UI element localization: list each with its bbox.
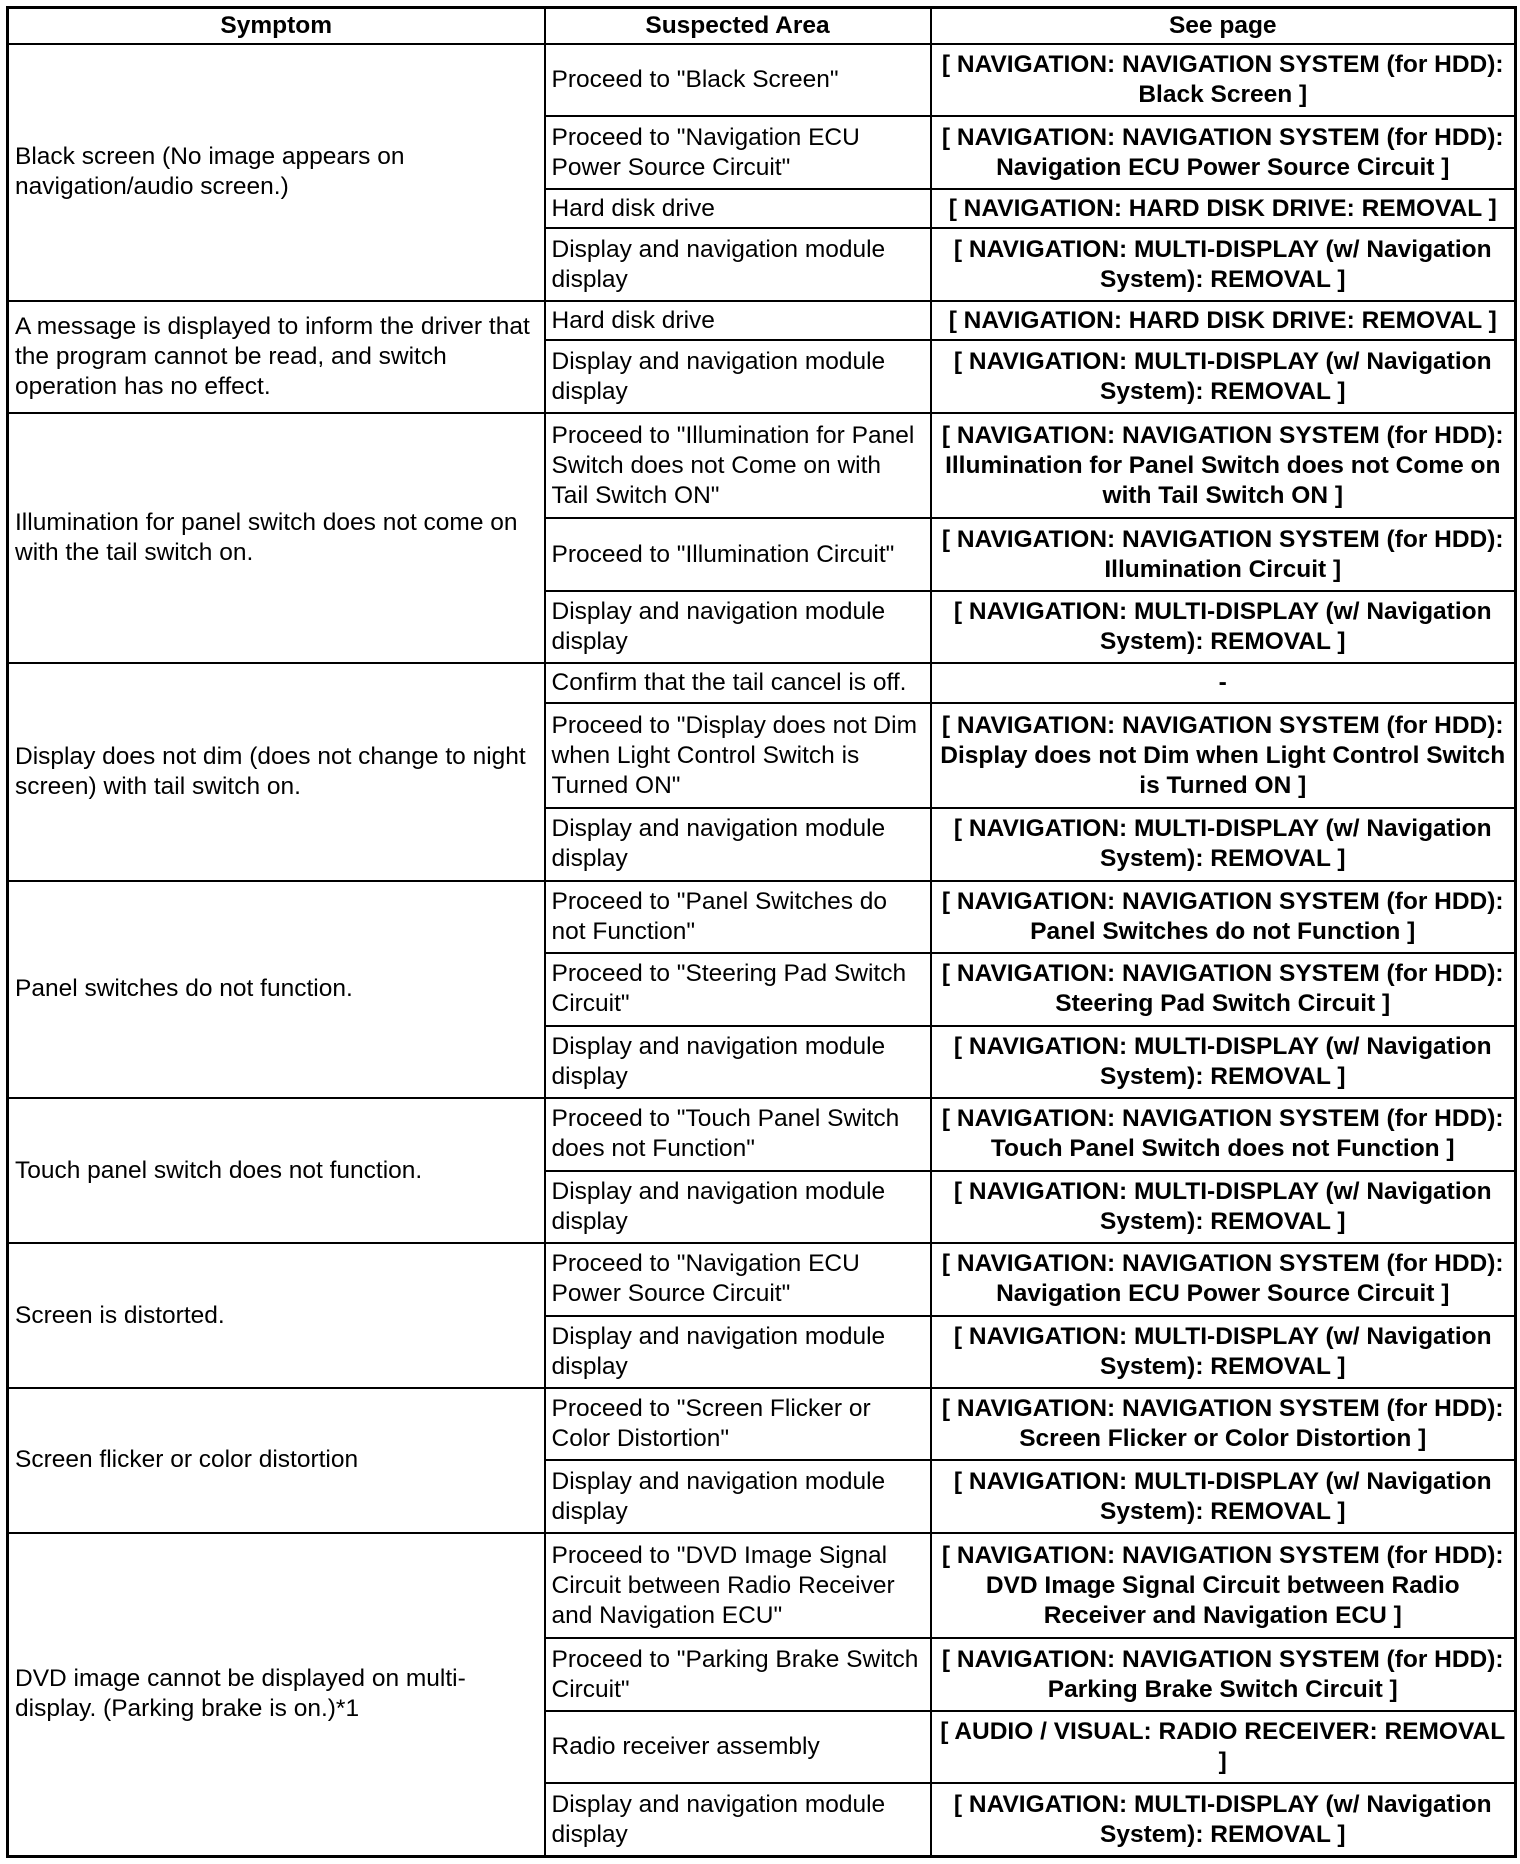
see-page-cell: [ NAVIGATION: MULTI-DISPLAY (w/ Navigation System): REMOVAL ]: [931, 340, 1516, 412]
symptom-cell: Screen is distorted.: [8, 1243, 545, 1388]
suspected-area-cell: Confirm that the tail cancel is off.: [545, 663, 931, 703]
header-row: [8, 8, 1516, 45]
see-page-cell: [ AUDIO / VISUAL: RADIO RECEIVER: REMOVAL ]: [931, 1711, 1516, 1783]
header-see-page: See page: [931, 8, 1516, 45]
see-page-cell: [ NAVIGATION: NAVIGATION SYSTEM (for HDD): Illumination Circuit ]: [931, 518, 1516, 590]
symptom-cell: Illumination for panel switch does not come on with the tail switch on.: [8, 413, 545, 663]
table-row: [8, 881, 1516, 953]
header-symptom: Symptom: [8, 8, 545, 45]
see-page-cell: [ NAVIGATION: NAVIGATION SYSTEM (for HDD): Parking Brake Switch Circuit ]: [931, 1638, 1516, 1710]
see-page-cell: [ NAVIGATION: HARD DISK DRIVE: REMOVAL ]: [931, 301, 1516, 341]
see-page-cell: [ NAVIGATION: NAVIGATION SYSTEM (for HDD): Screen Flicker or Color Distortion ]: [931, 1388, 1516, 1460]
see-page-cell: [ NAVIGATION: NAVIGATION SYSTEM (for HDD): Touch Panel Switch does not Function ]: [931, 1098, 1516, 1170]
suspected-area-cell: Display and navigation module display: [545, 1460, 931, 1532]
see-page-cell: [ NAVIGATION: NAVIGATION SYSTEM (for HDD): Black Screen ]: [931, 44, 1516, 116]
suspected-area-cell: Hard disk drive: [545, 189, 931, 229]
suspected-area-cell: Display and navigation module display: [545, 808, 931, 880]
symptom-cell: Screen flicker or color distortion: [8, 1388, 545, 1533]
symptom-cell: A message is displayed to inform the driver that the program cannot be read, and switch operation has no effect.: [8, 301, 545, 413]
symptom-cell: DVD image cannot be displayed on multi-display. (Parking brake is on.)*1: [8, 1533, 545, 1857]
suspected-area-cell: Display and navigation module display: [545, 1171, 931, 1243]
suspected-area-cell: Display and navigation module display: [545, 340, 931, 412]
see-page-cell: [ NAVIGATION: MULTI-DISPLAY (w/ Navigation System): REMOVAL ]: [931, 591, 1516, 663]
symptom-cell: Black screen (No image appears on navigation/audio screen.): [8, 44, 545, 301]
symptom-cell: Panel switches do not function.: [8, 881, 545, 1098]
table-row: [8, 301, 1516, 341]
suspected-area-cell: Display and navigation module display: [545, 1026, 931, 1098]
suspected-area-cell: Radio receiver assembly: [545, 1711, 931, 1783]
table-row: [8, 413, 1516, 518]
see-page-cell: [ NAVIGATION: MULTI-DISPLAY (w/ Navigation System): REMOVAL ]: [931, 1026, 1516, 1098]
table-header: [8, 8, 1516, 45]
suspected-area-cell: Proceed to "Touch Panel Switch does not Function": [545, 1098, 931, 1170]
suspected-area-cell: Hard disk drive: [545, 301, 931, 341]
see-page-cell: [ NAVIGATION: MULTI-DISPLAY (w/ Navigation System): REMOVAL ]: [931, 1171, 1516, 1243]
suspected-area-cell: Display and navigation module display: [545, 591, 931, 663]
suspected-area-cell: Proceed to "DVD Image Signal Circuit between Radio Receiver and Navigation ECU": [545, 1533, 931, 1638]
header-suspected-area: Suspected Area: [545, 8, 931, 45]
suspected-area-cell: Proceed to "Steering Pad Switch Circuit": [545, 953, 931, 1025]
see-page-cell: [ NAVIGATION: NAVIGATION SYSTEM (for HDD): Illumination for Panel Switch does not Come on with Tail Switch ON ]: [931, 413, 1516, 518]
table-body: [8, 44, 1516, 1857]
suspected-area-cell: Proceed to "Navigation ECU Power Source Circuit": [545, 116, 931, 188]
see-page-cell: [ NAVIGATION: NAVIGATION SYSTEM (for HDD): Navigation ECU Power Source Circuit ]: [931, 1243, 1516, 1315]
suspected-area-cell: Proceed to "Illumination Circuit": [545, 518, 931, 590]
table-row: [8, 1098, 1516, 1170]
see-page-cell: [ NAVIGATION: NAVIGATION SYSTEM (for HDD): Navigation ECU Power Source Circuit ]: [931, 116, 1516, 188]
symptom-table: [6, 6, 1517, 1858]
see-page-cell: [ NAVIGATION: NAVIGATION SYSTEM (for HDD): Display does not Dim when Light Control Switch is Turned ON ]: [931, 703, 1516, 808]
suspected-area-cell: Proceed to "Parking Brake Switch Circuit": [545, 1638, 931, 1710]
suspected-area-cell: Proceed to "Display does not Dim when Light Control Switch is Turned ON": [545, 703, 931, 808]
symptom-cell: Touch panel switch does not function.: [8, 1098, 545, 1243]
see-page-cell: [ NAVIGATION: MULTI-DISPLAY (w/ Navigation System): REMOVAL ]: [931, 808, 1516, 880]
symptom-cell: Display does not dim (does not change to night screen) with tail switch on.: [8, 663, 545, 880]
suspected-area-cell: Proceed to "Panel Switches do not Function": [545, 881, 931, 953]
suspected-area-cell: Proceed to "Illumination for Panel Switch does not Come on with Tail Switch ON": [545, 413, 931, 518]
see-page-cell: [ NAVIGATION: MULTI-DISPLAY (w/ Navigation System): REMOVAL ]: [931, 228, 1516, 300]
table-row: [8, 1388, 1516, 1460]
see-page-cell: -: [931, 663, 1516, 703]
table-row: [8, 44, 1516, 116]
see-page-cell: [ NAVIGATION: MULTI-DISPLAY (w/ Navigation System): REMOVAL ]: [931, 1460, 1516, 1532]
see-page-cell: [ NAVIGATION: NAVIGATION SYSTEM (for HDD): Steering Pad Switch Circuit ]: [931, 953, 1516, 1025]
see-page-cell: [ NAVIGATION: MULTI-DISPLAY (w/ Navigation System): REMOVAL ]: [931, 1783, 1516, 1856]
see-page-cell: [ NAVIGATION: MULTI-DISPLAY (w/ Navigation System): REMOVAL ]: [931, 1316, 1516, 1388]
suspected-area-cell: Proceed to "Navigation ECU Power Source Circuit": [545, 1243, 931, 1315]
see-page-cell: [ NAVIGATION: HARD DISK DRIVE: REMOVAL ]: [931, 189, 1516, 229]
suspected-area-cell: Display and navigation module display: [545, 228, 931, 300]
suspected-area-cell: Proceed to "Screen Flicker or Color Distortion": [545, 1388, 931, 1460]
suspected-area-cell: Display and navigation module display: [545, 1783, 931, 1856]
suspected-area-cell: Proceed to "Black Screen": [545, 44, 931, 116]
suspected-area-cell: Display and navigation module display: [545, 1316, 931, 1388]
see-page-cell: [ NAVIGATION: NAVIGATION SYSTEM (for HDD): DVD Image Signal Circuit between Radio Receiver and Navigation ECU ]: [931, 1533, 1516, 1638]
table-row: [8, 1243, 1516, 1315]
see-page-cell: [ NAVIGATION: NAVIGATION SYSTEM (for HDD): Panel Switches do not Function ]: [931, 881, 1516, 953]
table-row: [8, 1533, 1516, 1638]
table-row: [8, 663, 1516, 703]
